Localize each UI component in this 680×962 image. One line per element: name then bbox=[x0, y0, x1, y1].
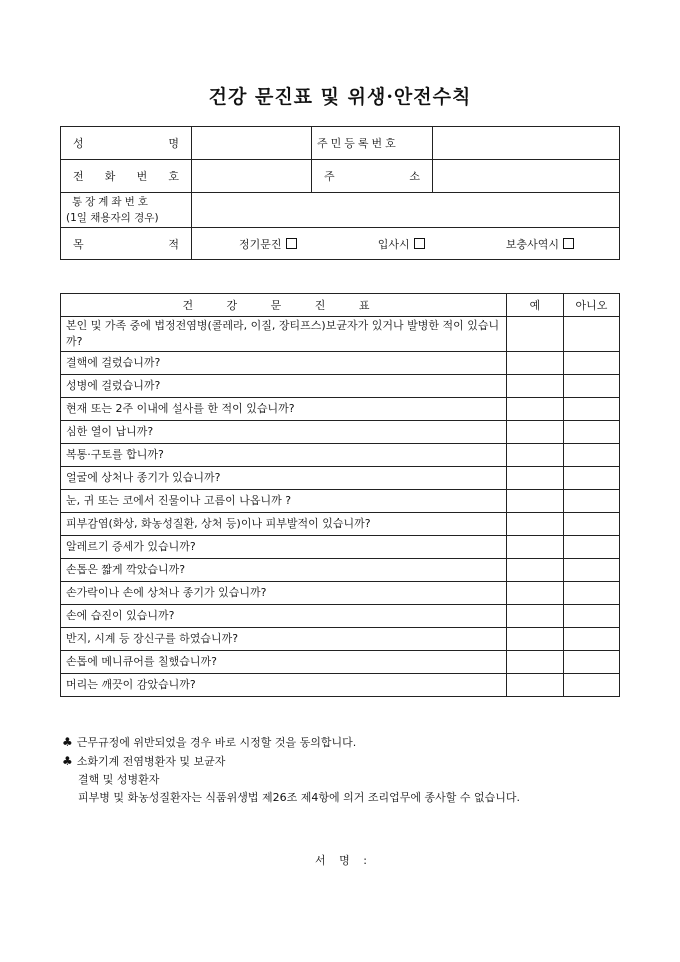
question-text: 심한 열이 납니까? bbox=[61, 421, 507, 444]
yes-cell[interactable] bbox=[507, 317, 564, 352]
notes-section bbox=[62, 733, 632, 807]
yes-cell[interactable] bbox=[507, 513, 564, 536]
purpose-options bbox=[192, 228, 620, 260]
yes-cell[interactable] bbox=[507, 375, 564, 398]
checkbox-icon[interactable] bbox=[286, 238, 297, 249]
page-title: 건강 문진표 및 위생·안전수칙 bbox=[208, 86, 472, 108]
note-law: 피부병 및 화농성질환자는 식품위생법 제26조 제4항에 의거 조리업무에 종사할 수 없습니다. bbox=[78, 791, 520, 804]
yes-header: 예 bbox=[507, 294, 564, 317]
question-text: 알레르기 증세가 있습니까? bbox=[61, 536, 507, 559]
no-cell[interactable] bbox=[564, 421, 620, 444]
yes-cell[interactable] bbox=[507, 490, 564, 513]
no-cell[interactable] bbox=[564, 490, 620, 513]
note-agreement: ♣ 근무규정에 위반되었을 경우 바로 시정할 것을 동의합니다. bbox=[62, 735, 357, 749]
phone-field[interactable] bbox=[192, 160, 312, 193]
question-text: 복통·구토를 합니까? bbox=[61, 444, 507, 467]
yes-cell[interactable] bbox=[507, 559, 564, 582]
personal-info-table bbox=[60, 126, 620, 260]
checkbox-icon[interactable] bbox=[563, 238, 574, 249]
no-cell[interactable] bbox=[564, 467, 620, 490]
health-questionnaire-table bbox=[60, 293, 620, 697]
question-text: 성병에 걸렸습니까? bbox=[61, 375, 507, 398]
yes-cell[interactable] bbox=[507, 674, 564, 697]
no-cell[interactable] bbox=[564, 536, 620, 559]
question-text: 피부감염(화상, 화농성질환, 상처 등)이나 피부발적이 있습니까? bbox=[61, 513, 507, 536]
no-cell[interactable] bbox=[564, 559, 620, 582]
address-label: 주 소 bbox=[312, 160, 433, 193]
no-cell[interactable] bbox=[564, 444, 620, 467]
yes-cell[interactable] bbox=[507, 605, 564, 628]
question-text: 반지, 시계 등 장신구를 하였습니까? bbox=[61, 628, 507, 651]
no-cell[interactable] bbox=[564, 317, 620, 352]
question-text: 손가락이나 손에 상처나 종기가 있습니까? bbox=[61, 582, 507, 605]
account-label-main: 통장계좌번호 bbox=[72, 196, 151, 208]
question-text: 현재 또는 2주 이내에 설사를 한 적이 있습니까? bbox=[61, 398, 507, 421]
no-cell[interactable] bbox=[564, 375, 620, 398]
name-label: 성 명 bbox=[61, 127, 192, 160]
purpose-option-regular[interactable]: 정기문진 bbox=[239, 236, 297, 252]
no-cell[interactable] bbox=[564, 651, 620, 674]
yes-cell[interactable] bbox=[507, 467, 564, 490]
account-label bbox=[61, 193, 192, 228]
yes-cell[interactable] bbox=[507, 398, 564, 421]
id-number-field[interactable] bbox=[433, 127, 620, 160]
no-cell[interactable] bbox=[564, 398, 620, 421]
purpose-option-hiring[interactable]: 입사시 bbox=[378, 236, 425, 252]
yes-cell[interactable] bbox=[507, 352, 564, 375]
purpose-option-supplementary[interactable]: 보충사역시 bbox=[506, 236, 574, 252]
no-cell[interactable] bbox=[564, 582, 620, 605]
question-text: 손톱에 메니큐어를 칠했습니까? bbox=[61, 651, 507, 674]
no-header: 아니오 bbox=[564, 294, 620, 317]
id-number-label: 주민등록번호 bbox=[312, 127, 433, 160]
question-text: 얼굴에 상처나 종기가 있습니까? bbox=[61, 467, 507, 490]
yes-cell[interactable] bbox=[507, 536, 564, 559]
note-tb-std: 결핵 및 성병환자 bbox=[78, 773, 160, 786]
club-icon: ♣ bbox=[62, 735, 73, 749]
address-field[interactable] bbox=[433, 160, 620, 193]
question-text: 눈, 귀 또는 코에서 진물이나 고름이 나옵니까 ? bbox=[61, 490, 507, 513]
question-text: 머리는 깨끗이 감았습니까? bbox=[61, 674, 507, 697]
question-text: 본인 및 가족 중에 법정전염병(콜레라, 이질, 장티프스)보균자가 있거나 발병한 적이 있습니까? bbox=[61, 317, 507, 352]
question-text: 손에 습진이 있습니까? bbox=[61, 605, 507, 628]
questionnaire-header: 건 강 문 진 표 bbox=[61, 294, 507, 317]
purpose-label: 목 적 bbox=[61, 228, 192, 260]
no-cell[interactable] bbox=[564, 674, 620, 697]
account-label-note: (1일 채용자의 경우) bbox=[66, 212, 159, 224]
no-cell[interactable] bbox=[564, 352, 620, 375]
yes-cell[interactable] bbox=[507, 582, 564, 605]
checkbox-icon[interactable] bbox=[414, 238, 425, 249]
no-cell[interactable] bbox=[564, 513, 620, 536]
yes-cell[interactable] bbox=[507, 421, 564, 444]
question-text: 손톱은 짧게 깍았습니까? bbox=[61, 559, 507, 582]
signature-label: 서 명 : bbox=[315, 854, 372, 867]
club-icon: ♣ bbox=[62, 754, 73, 768]
phone-label: 전 화 번 호 bbox=[61, 160, 192, 193]
yes-cell[interactable] bbox=[507, 628, 564, 651]
yes-cell[interactable] bbox=[507, 651, 564, 674]
account-field[interactable] bbox=[192, 193, 620, 228]
question-text: 결핵에 걸렸습니까? bbox=[61, 352, 507, 375]
note-restriction: ♣ 소화기계 전염병환자 및 보균자 bbox=[62, 754, 226, 768]
no-cell[interactable] bbox=[564, 628, 620, 651]
yes-cell[interactable] bbox=[507, 444, 564, 467]
no-cell[interactable] bbox=[564, 605, 620, 628]
name-field[interactable] bbox=[192, 127, 312, 160]
